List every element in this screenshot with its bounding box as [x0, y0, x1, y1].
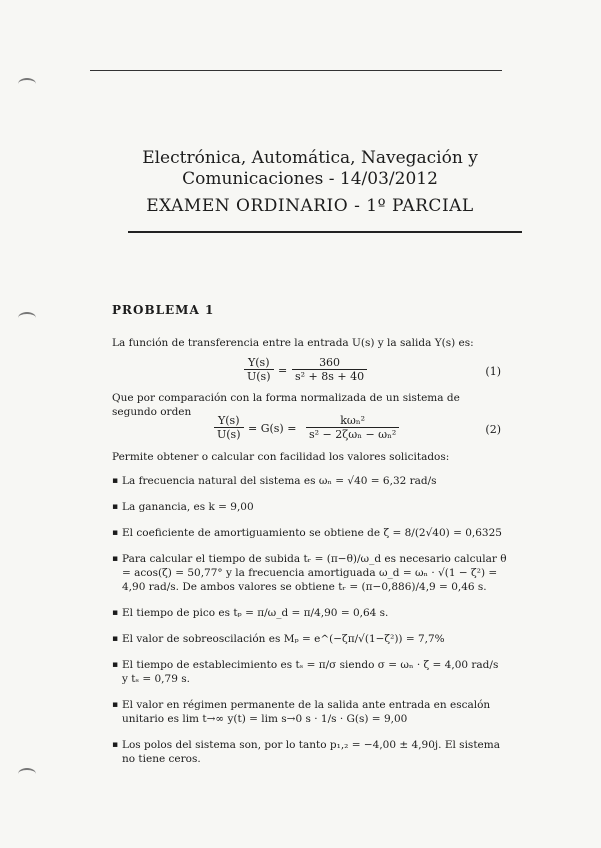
punch-hole-mark [18, 312, 36, 324]
list-item: ▪ El valor de sobreoscilación es Mₚ = e^(−ζπ/√(1−ζ²)) = 7,7% [112, 632, 507, 646]
list-item: ▪ Para calcular el tiempo de subida tᵣ = (π−θ)/ω_d es necesario calcular θ = acos(ζ) = 50,77° y la frecuencia amortiguada ω_d = ωₙ · √(1 − ζ²) = 4,90 rad/s. De ambos valores se obtiene tᵣ = (π−0,886)/4,9 = 0,46 s. [112, 552, 507, 594]
equation-2: $\frac{Y(s)}{U(s)}$ = G(s) = kωₙ² s² − 2ζωₙ − ωₙ² (2) [112, 414, 507, 444]
results-list [112, 474, 507, 778]
list-item: ▪ El coeficiente de amortiguamiento se obtiene de ζ = 8/(2√40) = 0,6325 [112, 526, 507, 540]
course-title-line1: Electrónica, Automática, Navegación y [142, 148, 478, 168]
problem-heading: PROBLEMA 1 [112, 303, 215, 317]
list-item: ▪ La frecuencia natural del sistema es ωₙ = √40 = 6,32 rad/s [112, 474, 507, 488]
list-item: ▪ El tiempo de pico es tₚ = π/ω_d = π/4,90 = 0,64 s. [112, 606, 507, 620]
equation-1: $\frac{Y(s)}{U(s)}$ = $\frac{360}{\text{s² + 8s + 40}}$ (1) [112, 356, 507, 386]
permits-text: Permite obtener o calcular con facilidad los valores solicitados: [112, 451, 450, 463]
eq2-number: (2) [485, 423, 501, 436]
list-item: ▪ El tiempo de establecimiento es tₛ = π/σ siendo σ = ωₙ · ζ = 4,00 rad/s y tₛ = 0,79 s. [112, 658, 507, 686]
list-item: ▪ Los polos del sistema son, por lo tanto p₁,₂ = −4,00 ± 4,90j. El sistema no tiene ceros. [112, 738, 507, 766]
course-title-line2: Comunicaciones - 14/03/2012 [182, 169, 438, 189]
list-item: ▪ La ganancia, es k = 9,00 [112, 500, 507, 514]
eq1-lhs-fraction: $\frac{Y(s)}{U(s)}$ [244, 356, 274, 383]
course-title [95, 148, 525, 190]
list-item: ▪ El valor en régimen permanente de la salida ante entrada en escalón unitario es lim t→∞ y(t) = lim s→0 s · 1/s · G(s) = 9,00 [112, 698, 507, 726]
intro-text: La función de transferencia entre la entrada U(s) y la salida Y(s) es: [112, 337, 474, 349]
punch-hole-mark [18, 768, 36, 780]
exam-title: EXAMEN ORDINARIO - 1º PARCIAL [146, 196, 474, 216]
eq1-rhs-fraction: $\frac{360}{\text{s² + 8s + 40}}$ [292, 356, 367, 383]
top-rule [90, 70, 502, 71]
compare-text: Que por comparación con la forma normalizada de un sistema de segundo orden [112, 392, 460, 418]
eq2-rhs-fraction: kωₙ² s² − 2ζωₙ − ωₙ² [306, 414, 399, 441]
title-rule [128, 231, 522, 233]
punch-hole-mark [18, 78, 36, 90]
eq2-lhs-fraction: $\frac{Y(s)}{U(s)}$ [214, 414, 244, 441]
eq1-number: (1) [485, 365, 501, 378]
